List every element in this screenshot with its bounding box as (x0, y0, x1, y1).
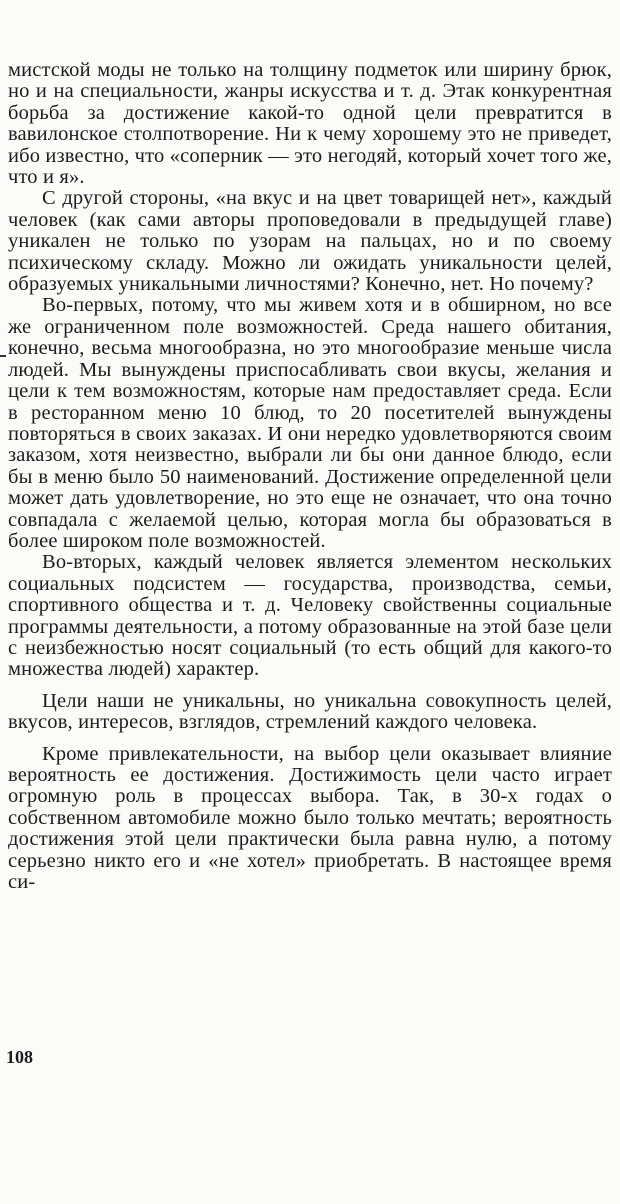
paragraph-5: Цели наши не уникальны, но уникальна совокупность целей, вкусов, интересов, взглядов, стремлений каждого человека. (8, 689, 612, 734)
paragraph-6: Кроме привлекательности, на выбор цели оказывает влияние вероятность ее достижения. Достижимость цели часто играет огромную роль в процессах выбора. Так, в 30-х годах о собственном автомобиле можно было только мечтать; вероятность достижения этой цели практически была равна нулю, а потому серьезно никто его и «не хотел» приобретать. В настоящее время си- (8, 742, 612, 894)
paragraph-2: С другой стороны, «на вкус и на цвет товарищей нет», каждый человек (как сами авторы проповедовали в предыдущей главе) уникален не только по узорам на пальцах, но и по своему психическому складу. Можно ли ожидать уникальности целей, образуемых уникальными личностями? Конечно, нет. Но почему? (8, 187, 612, 296)
paragraph-1: мистской моды не только на толщину подметок или ширину брюк, но и на специальности, жанры искусства и т. д. Этак конкурентная борьба за достижение какой-то одной цели превратится в вавилонское столпотворение. Ни к чему хорошему это не приведет, ибо известно, что «соперник — это негодяй, который хочет того же, что и я». (8, 59, 612, 189)
page-number: 108 (6, 1047, 33, 1067)
paragraph-3: Во-первых, потому, что мы живем хотя и в обширном, но все же ограниченном поле возможностей. Среда нашего обитания, конечно, весьма многообразна, но это многообразие меньше числа людей. Мы вынуждены приспосабливать свои вкусы, желания и цели к тем возможностям, которые нам предоставляет среда. Если в ресторанном меню 10 блюд, то 20 посетителей вынуждены повторяться в своих заказах. И они нередко удовлетворяются своим заказом, хотя неизвестно, выбрали ли бы они данное блюдо, если бы в меню было 50 наименований. Достижение определенной цели может дать удовлетворение, но это еще не означает, что она точно совпадала с желаемой целью, которая могла бы образоваться в более широком поле возможностей. (8, 294, 612, 552)
paragraph-4: Во-вторых, каждый человек является элементом нескольких социальных подсистем — государства, производства, семьи, спортивного общества и т. д. Человеку свойственны социальные программы деятельности, а потому образованные на этой базе цели с неизбежностью носят социальный (то есть общий для какого-то множества людей) характер. (8, 551, 612, 681)
body-text (8, 60, 612, 893)
margin-mark (0, 355, 6, 357)
